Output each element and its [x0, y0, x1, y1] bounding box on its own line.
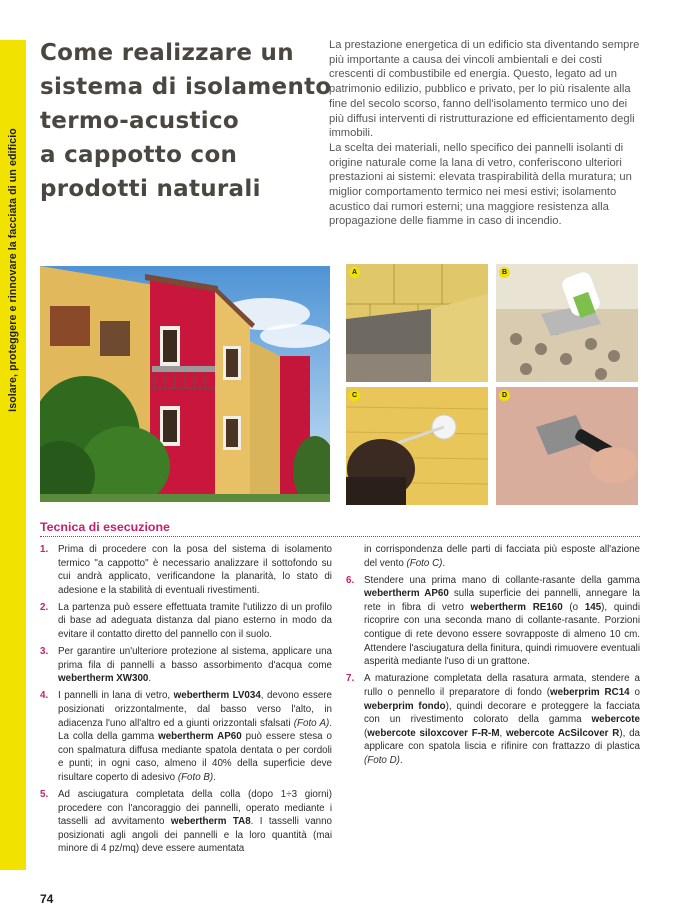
step-item [40, 601, 332, 642]
section-heading: Tecnica di esecuzione [40, 520, 170, 534]
step-text: I pannelli in lana di vetro, [58, 690, 174, 702]
photo-a [346, 264, 488, 382]
intro-text [329, 38, 643, 229]
step-text: ), quindi decorare e proteggere la facciata con un rivestimento colorato della gamma [364, 700, 640, 726]
product-name: webertherm AP60 [364, 588, 449, 600]
photo-d [496, 387, 638, 505]
product-name: 145 [584, 601, 602, 613]
step-item [346, 574, 640, 669]
title-line: prodotti naturali [40, 176, 261, 202]
step-item [40, 645, 332, 686]
photo-ref: (Foto C) [406, 557, 443, 569]
intro-paragraph: La scelta dei materiali, nello specifico dei pannelli isolanti di origine naturale come la lana di vetro, conferiscono ulteriori prestazioni ai sistemi: elevata traspirabilità della muratura; un miglior comportamento termico nei mesi estivi; isolamento acustico dai rumori esterni; una maggiore resistenza alla propagazione delle fiamme in caso di incendio. [329, 141, 632, 228]
step-continuation [346, 543, 640, 570]
sidebar-label [0, 40, 26, 500]
step-text: o [629, 686, 640, 698]
step-text: Prima di procedere con la posa del sistema di isolamento termico "a cappotto" è necessario analizzare il sottofondo su cui andrà applicato, verificandone la planarità, lo stato di adesione e la stabilità di eventuali rivestimenti. [58, 544, 332, 596]
step-text: . [399, 754, 403, 766]
photo-label: D [499, 390, 510, 401]
step-item [40, 788, 332, 856]
product-name: weberprim RC14 [550, 686, 630, 698]
product-name: webercote AcSilcover R [505, 727, 620, 739]
page-title [40, 36, 340, 206]
building-illustration [40, 266, 330, 502]
photo-d-illustration [496, 387, 638, 505]
step-item [40, 543, 332, 597]
step-item [346, 672, 640, 767]
step-text: Per garantire un'ulteriore protezione al sistema, applicare una prima fila di pannelli a basso assorbimento d'acqua come [58, 646, 332, 671]
photo-b-illustration [496, 264, 638, 382]
step-text: Stendere una prima mano di collante-rasante della gamma [364, 574, 640, 586]
step-text: . La colla della gamma [58, 717, 332, 743]
photo-label: C [349, 390, 360, 401]
step-text: A maturazione completata della rasatura armata, stendere a rullo o pennello il preparatore di fondo ( [364, 673, 640, 698]
photo-label: A [349, 267, 360, 278]
step-text: . I tasselli vanno posizionati agli angoli dei pannelli e la loro quantità (mai minore di 4 pz/mq) deve essere aumentata [58, 816, 332, 855]
photo-ref: (Foto A) [293, 717, 330, 729]
photo-ref: (Foto B) [177, 772, 214, 783]
step-text: La partenza può essere effettuata tramite l'utilizzo di un profilo di base ad adeguata distanza dal piano esterno in modo da evitare il contatto diretto del pannello con il suolo. [58, 601, 332, 641]
step-number: 4. [40, 690, 49, 702]
step-text: può essere stesa o con spalmatura diffusa mediante spatola dentata o per cordoli e punti; in ogni caso, almeno il 40% della superficie deve risultare coperto di adesivo [58, 731, 332, 783]
photo-c [346, 387, 488, 505]
photo-label: B [499, 267, 510, 278]
photo-ref: (Foto D) [364, 754, 400, 766]
step-item [40, 689, 332, 784]
step-text: , [499, 727, 506, 739]
title-line: termo-acustico [40, 108, 239, 134]
intro-paragraph: La prestazione energetica di un edificio sta diventando sempre più importante a causa dei vincoli ambientali e dei costi crescenti di combustibile ed energia. Questo, legato ad un patrimonio edilizio, pubblico e privato, per lo più risalente alla fine del secolo scorso, fanno dell'isolamento termico uno dei più diffusi interventi di ristrutturazione ed efficientamento degli immobili. [329, 39, 640, 140]
page-number: 74 [40, 892, 54, 906]
step-text: sulla superficie dei pannelli, annegare la rete in fibra di vetro [364, 588, 640, 613]
title-line: sistema di isolamento [40, 74, 332, 100]
product-name: webertherm RE160 [470, 601, 563, 613]
title-line: a cappotto con [40, 142, 238, 168]
product-name: webercote [591, 714, 640, 726]
sidebar-label-text: Isolare, proteggere e rinnovare la facciata di un edificio [7, 128, 19, 412]
section-divider [40, 536, 640, 537]
step-number: 2. [40, 601, 49, 613]
step-text: , devono essere posizionati orizzontalmente, dal basso verso l'alto, in adiacenza l'uno all'altro ed a giunti orizzontali sfalsati [58, 690, 332, 729]
product-name: webertherm LV034 [173, 690, 261, 702]
photo-b [496, 264, 638, 382]
building-photo [40, 266, 330, 502]
photo-grid [346, 264, 638, 505]
step-number: 1. [40, 544, 49, 555]
step-text: . [442, 557, 446, 569]
step-text: ( [364, 727, 368, 739]
step-text: ), da applicare con spatola liscia e rifinire con frattazzo di plastica [364, 727, 640, 753]
step-text: in corrispondenza delle parti di facciata più esposte all'azione del vento [364, 544, 640, 569]
photo-a-illustration [346, 264, 488, 382]
product-name: webercote siloxcover F-R-M [367, 727, 500, 739]
photo-c-illustration [346, 387, 488, 505]
product-name: webertherm AP60 [158, 731, 242, 743]
step-number: 5. [40, 789, 49, 801]
step-text: (o [562, 601, 585, 613]
step-text: Ad asciugatura completata della colla (dopo 1÷3 giorni) procedere con l'ancoraggio dei pannelli, operato mediante i tasselli ad avvitamento [58, 789, 332, 828]
step-text: ), quindi ricoprire con una seconda mano di collante-rasante. Porzioni contigue di rete devono essere sovrapposte di almeno 10 cm. Attendere l'asciugatura della finitura, quindi rimuovere eventuali asperità mediante l'uso di un grattone. [364, 601, 641, 668]
product-name: webertherm XW300 [58, 673, 149, 685]
title-line: Come realizzare un [40, 40, 294, 66]
steps-column-left [40, 543, 332, 860]
step-text: . [213, 772, 216, 783]
step-number: 6. [346, 574, 355, 586]
step-number: 7. [346, 673, 355, 685]
step-text: . [148, 673, 152, 685]
step-number: 3. [40, 646, 49, 658]
steps-column-right [346, 543, 640, 771]
product-name: webertherm TA8 [170, 816, 251, 828]
product-name: weberprim fondo [364, 700, 446, 712]
